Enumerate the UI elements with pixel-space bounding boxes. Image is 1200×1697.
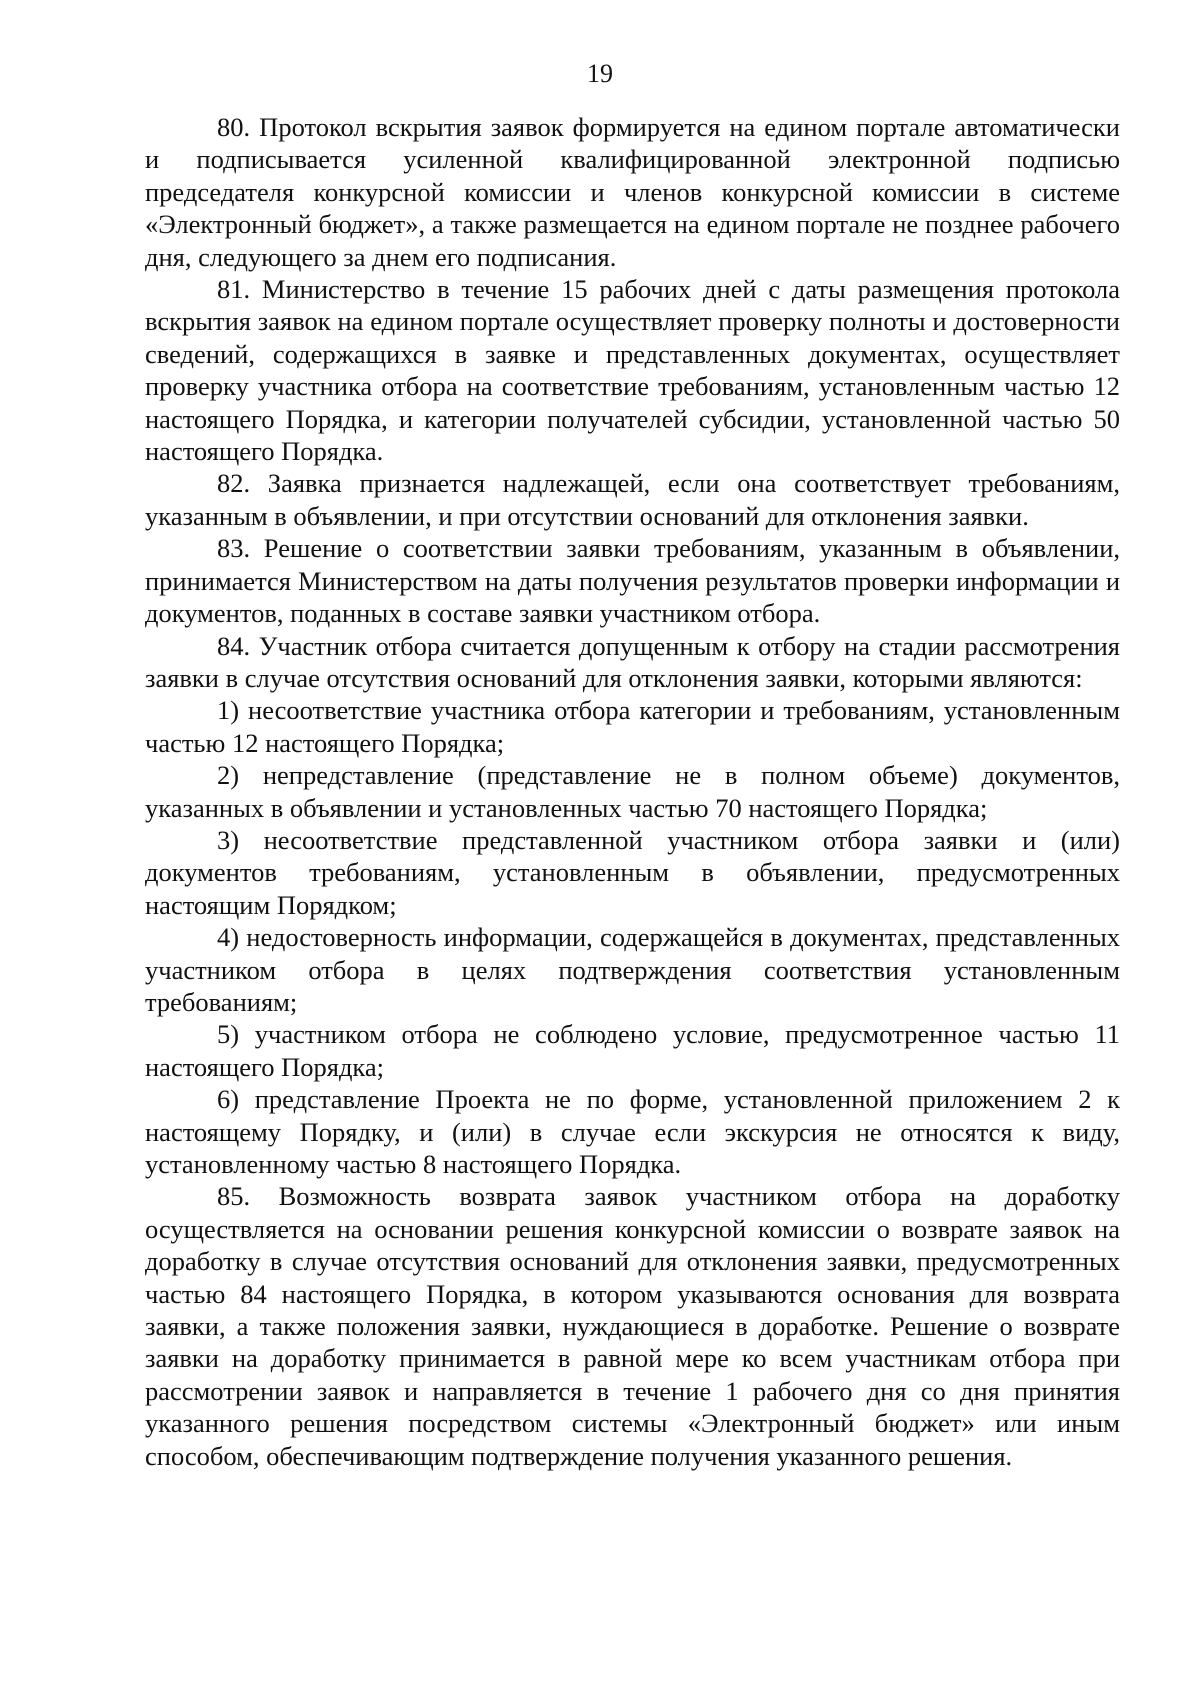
paragraph-85: 85. Возможность возврата заявок участником отбора на доработку осуществляется на основании решения конкурсной комиссии о возврате заявок на доработку в случае отсутствия оснований для отклонения заявки, предусмотренных частью 84 настоящего Порядка, в котором указываются основания для возврата заявки, а также положения заявки, нуждающиеся в доработке. Решение о возврате заявки на доработку принимается в равной мере ко всем участникам отбора при рассмотрении заявок и направляется в течение 1 рабочего дня со дня принятия указанного решения посредством системы «Электронный бюджет» или иным способом, обеспечивающим подтверждение получения указанного решения. [145, 1181, 1120, 1471]
list-item-1: 1) несоответствие участника отбора категории и требованиям, установленным частью 12 настоящего Порядка; [145, 695, 1120, 758]
paragraph-80: 80. Протокол вскрытия заявок формируется на едином портале автоматически и подписывается усиленной квалифицированной электронной подписью председателя конкурсной комиссии и членов конкурсной комиссии в системе «Электронный бюджет», а также размещается на едином портале не позднее рабочего дня, следующего за днем его подписания. [145, 112, 1120, 272]
list-item-2: 2) непредставление (представление не в полном объеме) документов, указанных в объявлении и установленных частью 70 настоящего Порядка; [145, 760, 1120, 823]
paragraph-82: 82. Заявка признается надлежащей, если она соответствует требованиям, указанным в объявлении, и при отсутствии оснований для отклонения заявки. [145, 468, 1120, 531]
list-item-6: 6) представление Проекта не по форме, установленной приложением 2 к настоящему Порядку, и (или) в случае если экскурсия не относятся к виду, установленному частью 8 настоящего Порядка. [145, 1084, 1120, 1179]
list-item-3: 3) несоответствие представленной участником отбора заявки и (или) документов требованиям, установленным в объявлении, предусмотренных настоящим Порядком; [145, 824, 1120, 920]
list-item-4: 4) недостоверность информации, содержащейся в документах, представленных участником отбора в целях подтверждения соответствия установленным требованиям; [145, 922, 1120, 1017]
page-number: 19 [587, 59, 613, 88]
paragraph-83: 83. Решение о соответствии заявки требованиям, указанным в объявлении, принимается Министерством на даты получения результатов проверки информации и документов, поданных в составе заявки участником отбора. [145, 533, 1120, 629]
document-body [145, 111, 1120, 1472]
paragraph-81: 81. Министерство в течение 15 рабочих дней с даты размещения протокола вскрытия заявок на едином портале осуществляет проверку полноты и достоверности сведений, содержащихся в заявке и представленных документах, осуществляет проверку участника отбора на соответствие требованиям, установленным частью 12 настоящего Порядка, и категории получателей субсидии, установленной частью 50 настоящего Порядка. [145, 274, 1120, 467]
list-item-5: 5) участником отбора не соблюдено условие, предусмотренное частью 11 настоящего Порядка; [145, 1019, 1120, 1082]
paragraph-84: 84. Участник отбора считается допущенным к отбору на стадии рассмотрения заявки в случае отсутствия оснований для отклонения заявки, которыми являются: [145, 630, 1120, 693]
